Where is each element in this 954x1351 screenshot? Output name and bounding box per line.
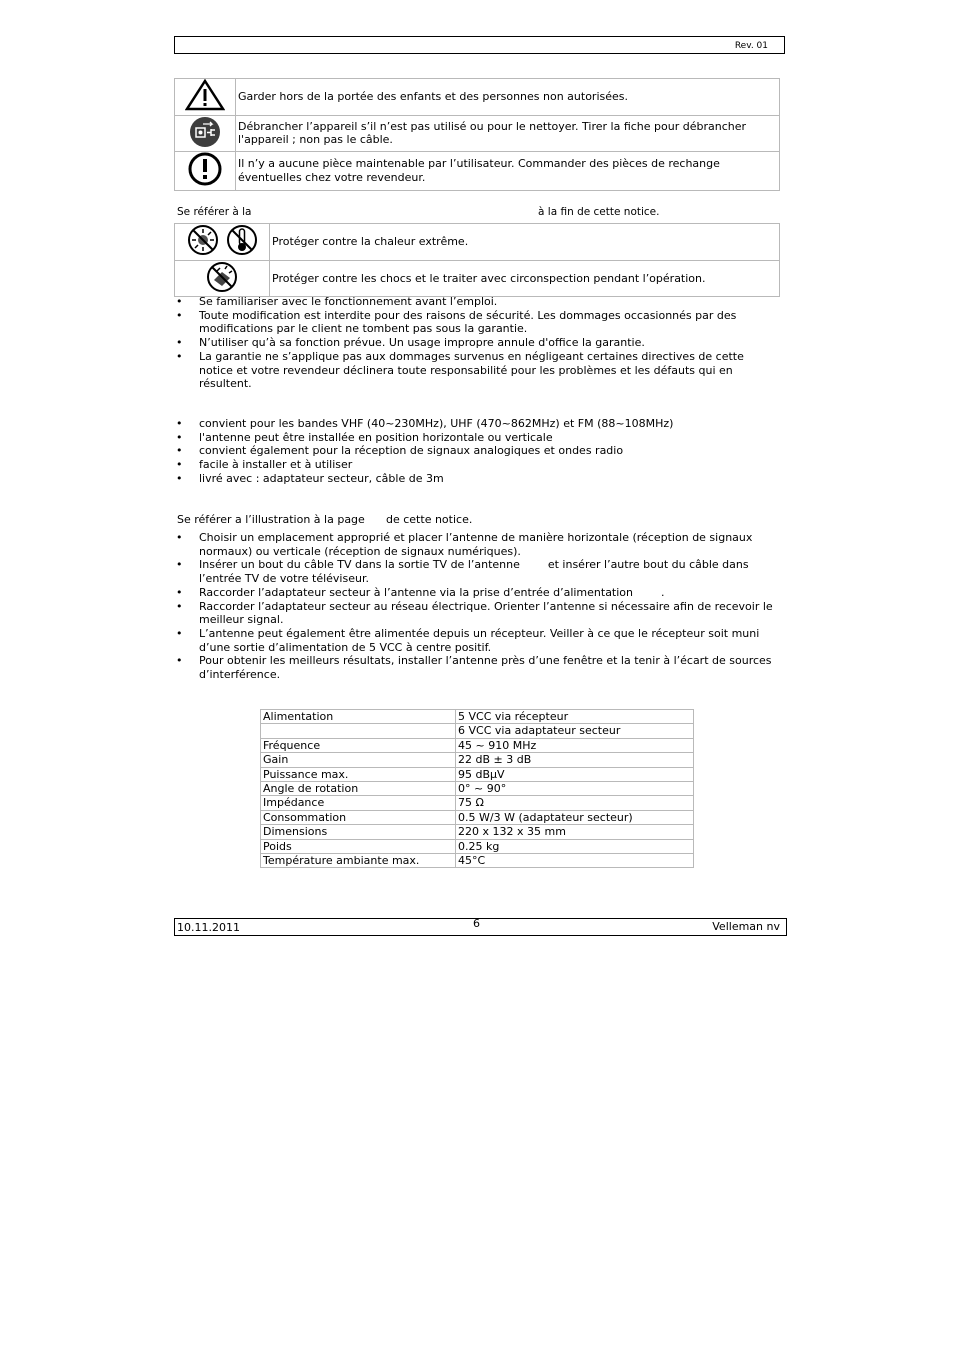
spec-row [261, 796, 694, 810]
list-item: • Se familiariser avec le fonctionnement avant l’emploi. [174, 295, 764, 309]
env-text: Protéger contre la chaleur extrême. [270, 224, 780, 261]
page-header [174, 36, 785, 54]
environment-table [174, 223, 780, 297]
safety-icon-cell [175, 79, 236, 116]
spec-row [261, 738, 694, 752]
spec-key: Angle de rotation [261, 782, 456, 796]
spec-row [261, 825, 694, 839]
spec-key: Poids [261, 839, 456, 853]
safety-row [175, 79, 780, 116]
safety-text: Débrancher l’appareil s’il n’est pas utilisé ou pour le nettoyer. Tirer la fiche pour débrancher l'appareil ; non pas le câble. [236, 115, 780, 152]
spec-row [261, 854, 694, 868]
spec-value: 22 dB ± 3 dB [456, 753, 694, 767]
spec-value: 45°C [456, 854, 694, 868]
safety-row [175, 152, 780, 191]
env-icon-cell [175, 224, 270, 261]
spec-value: 95 dBµV [456, 767, 694, 781]
page-footer [174, 918, 787, 936]
spec-key: Impédance [261, 796, 456, 810]
spec-value: 0.25 kg [456, 839, 694, 853]
spec-value: 75 Ω [456, 796, 694, 810]
revision-label: Rev. 01 [734, 41, 768, 51]
spec-row [261, 810, 694, 824]
list-item: • livré avec : adaptateur secteur, câble de 3m [174, 472, 764, 486]
no-heat-icon [185, 224, 221, 256]
install-list [174, 531, 777, 682]
spec-row [261, 839, 694, 853]
no-thermometer-icon [225, 224, 259, 256]
spec-row [261, 767, 694, 781]
list-item: • Choisir un emplacement approprié et placer l’antenne de manière horizontale (réception de signaux normaux) ou verticale (réception de signaux numériques). [174, 531, 774, 558]
install-intro-left: Se référer a l’illustration à la page [177, 513, 365, 526]
list-item: • convient également pour la réception de signaux analogiques et ondes radio [174, 444, 764, 458]
list-item: • L’antenne peut également être alimentée depuis un récepteur. Veiller à ce que le récepteur soit muni d’une sortie d’alimentation de 5 VCC à centre positif. [174, 627, 774, 654]
spec-value: 220 x 132 x 35 mm [456, 825, 694, 839]
footer-brand: Velleman nv [712, 920, 780, 933]
features-list [174, 417, 764, 486]
spec-row [261, 724, 694, 738]
safety-text: Il n’y a aucune pièce maintenable par l’utilisateur. Commander des pièces de rechange éventuelles chez votre revendeur. [236, 152, 780, 191]
list-item: • Toute modification est interdite pour des raisons de sécurité. Les dommages occasionnés par des modifications par le client ne tombent pas sous la garantie. [174, 309, 764, 336]
list-item: • l'antenne peut être installée en position horizontale ou verticale [174, 431, 764, 445]
warning-triangle-icon [185, 79, 225, 111]
spec-key: Gain [261, 753, 456, 767]
install-intro-right: de cette notice. [386, 513, 473, 526]
spec-key: Puissance max. [261, 767, 456, 781]
list-item: • La garantie ne s’applique pas aux dommages survenus en négligeant certaines directives de cette notice et votre revendeur déclinera toute responsabilité pour les problèmes et les défauts qui en résultent. [174, 350, 764, 391]
safety-table [174, 78, 780, 191]
spec-value: 45 ~ 910 MHz [456, 738, 694, 752]
general-list [174, 295, 764, 391]
spec-key [261, 724, 456, 738]
no-shock-icon [205, 261, 239, 293]
list-item: • facile à installer et à utiliser [174, 458, 764, 472]
list-item: • Insérer un bout du câble TV dans la sortie TV de l’antenne et insérer l’autre bout du câble dans l’entrée TV de votre téléviseur. [174, 558, 774, 585]
refer-left: Se référer à la [177, 206, 252, 218]
spec-value: 0° ~ 90° [456, 782, 694, 796]
env-icon-cell [175, 260, 270, 297]
spec-row [261, 710, 694, 724]
exclamation-circle-icon [188, 152, 222, 186]
env-text: Protéger contre les chocs et le traiter avec circonspection pendant l’opération. [270, 260, 780, 297]
spec-value: 0.5 W/3 W (adaptateur secteur) [456, 810, 694, 824]
footer-date: 10.11.2011 [177, 921, 240, 934]
spec-key: Température ambiante max. [261, 854, 456, 868]
spec-value: 5 VCC via récepteur [456, 710, 694, 724]
spec-key: Consommation [261, 810, 456, 824]
spec-key: Dimensions [261, 825, 456, 839]
specs-table [260, 709, 694, 868]
safety-text: Garder hors de la portée des enfants et des personnes non autorisées. [236, 79, 780, 116]
spec-value: 6 VCC via adaptateur secteur [456, 724, 694, 738]
list-item: • Pour obtenir les meilleurs résultats, installer l’antenne près d’une fenêtre et la tenir à l’écart de sources d’interférence. [174, 654, 774, 681]
list-item: • convient pour les bandes VHF (40~230MHz), UHF (470~862MHz) et FM (88~108MHz) [174, 417, 764, 431]
list-item: • N’utiliser qu’à sa fonction prévue. Un usage impropre annule d'office la garantie. [174, 336, 764, 350]
list-item: • Raccorder l’adaptateur secteur à l’antenne via la prise d’entrée d’alimentation . [174, 586, 774, 600]
env-row [175, 260, 780, 297]
refer-right: à la fin de cette notice. [538, 206, 660, 218]
unplug-icon [189, 116, 221, 148]
env-row [175, 224, 780, 261]
spec-key: Fréquence [261, 738, 456, 752]
safety-icon-cell [175, 115, 236, 152]
spec-row [261, 782, 694, 796]
safety-icon-cell [175, 152, 236, 191]
list-item: • Raccorder l’adaptateur secteur au réseau électrique. Orienter l’antenne si nécessaire afin de recevoir le meilleur signal. [174, 600, 774, 627]
safety-row [175, 115, 780, 152]
page-number: 6 [473, 917, 480, 930]
spec-key: Alimentation [261, 710, 456, 724]
spec-row [261, 753, 694, 767]
